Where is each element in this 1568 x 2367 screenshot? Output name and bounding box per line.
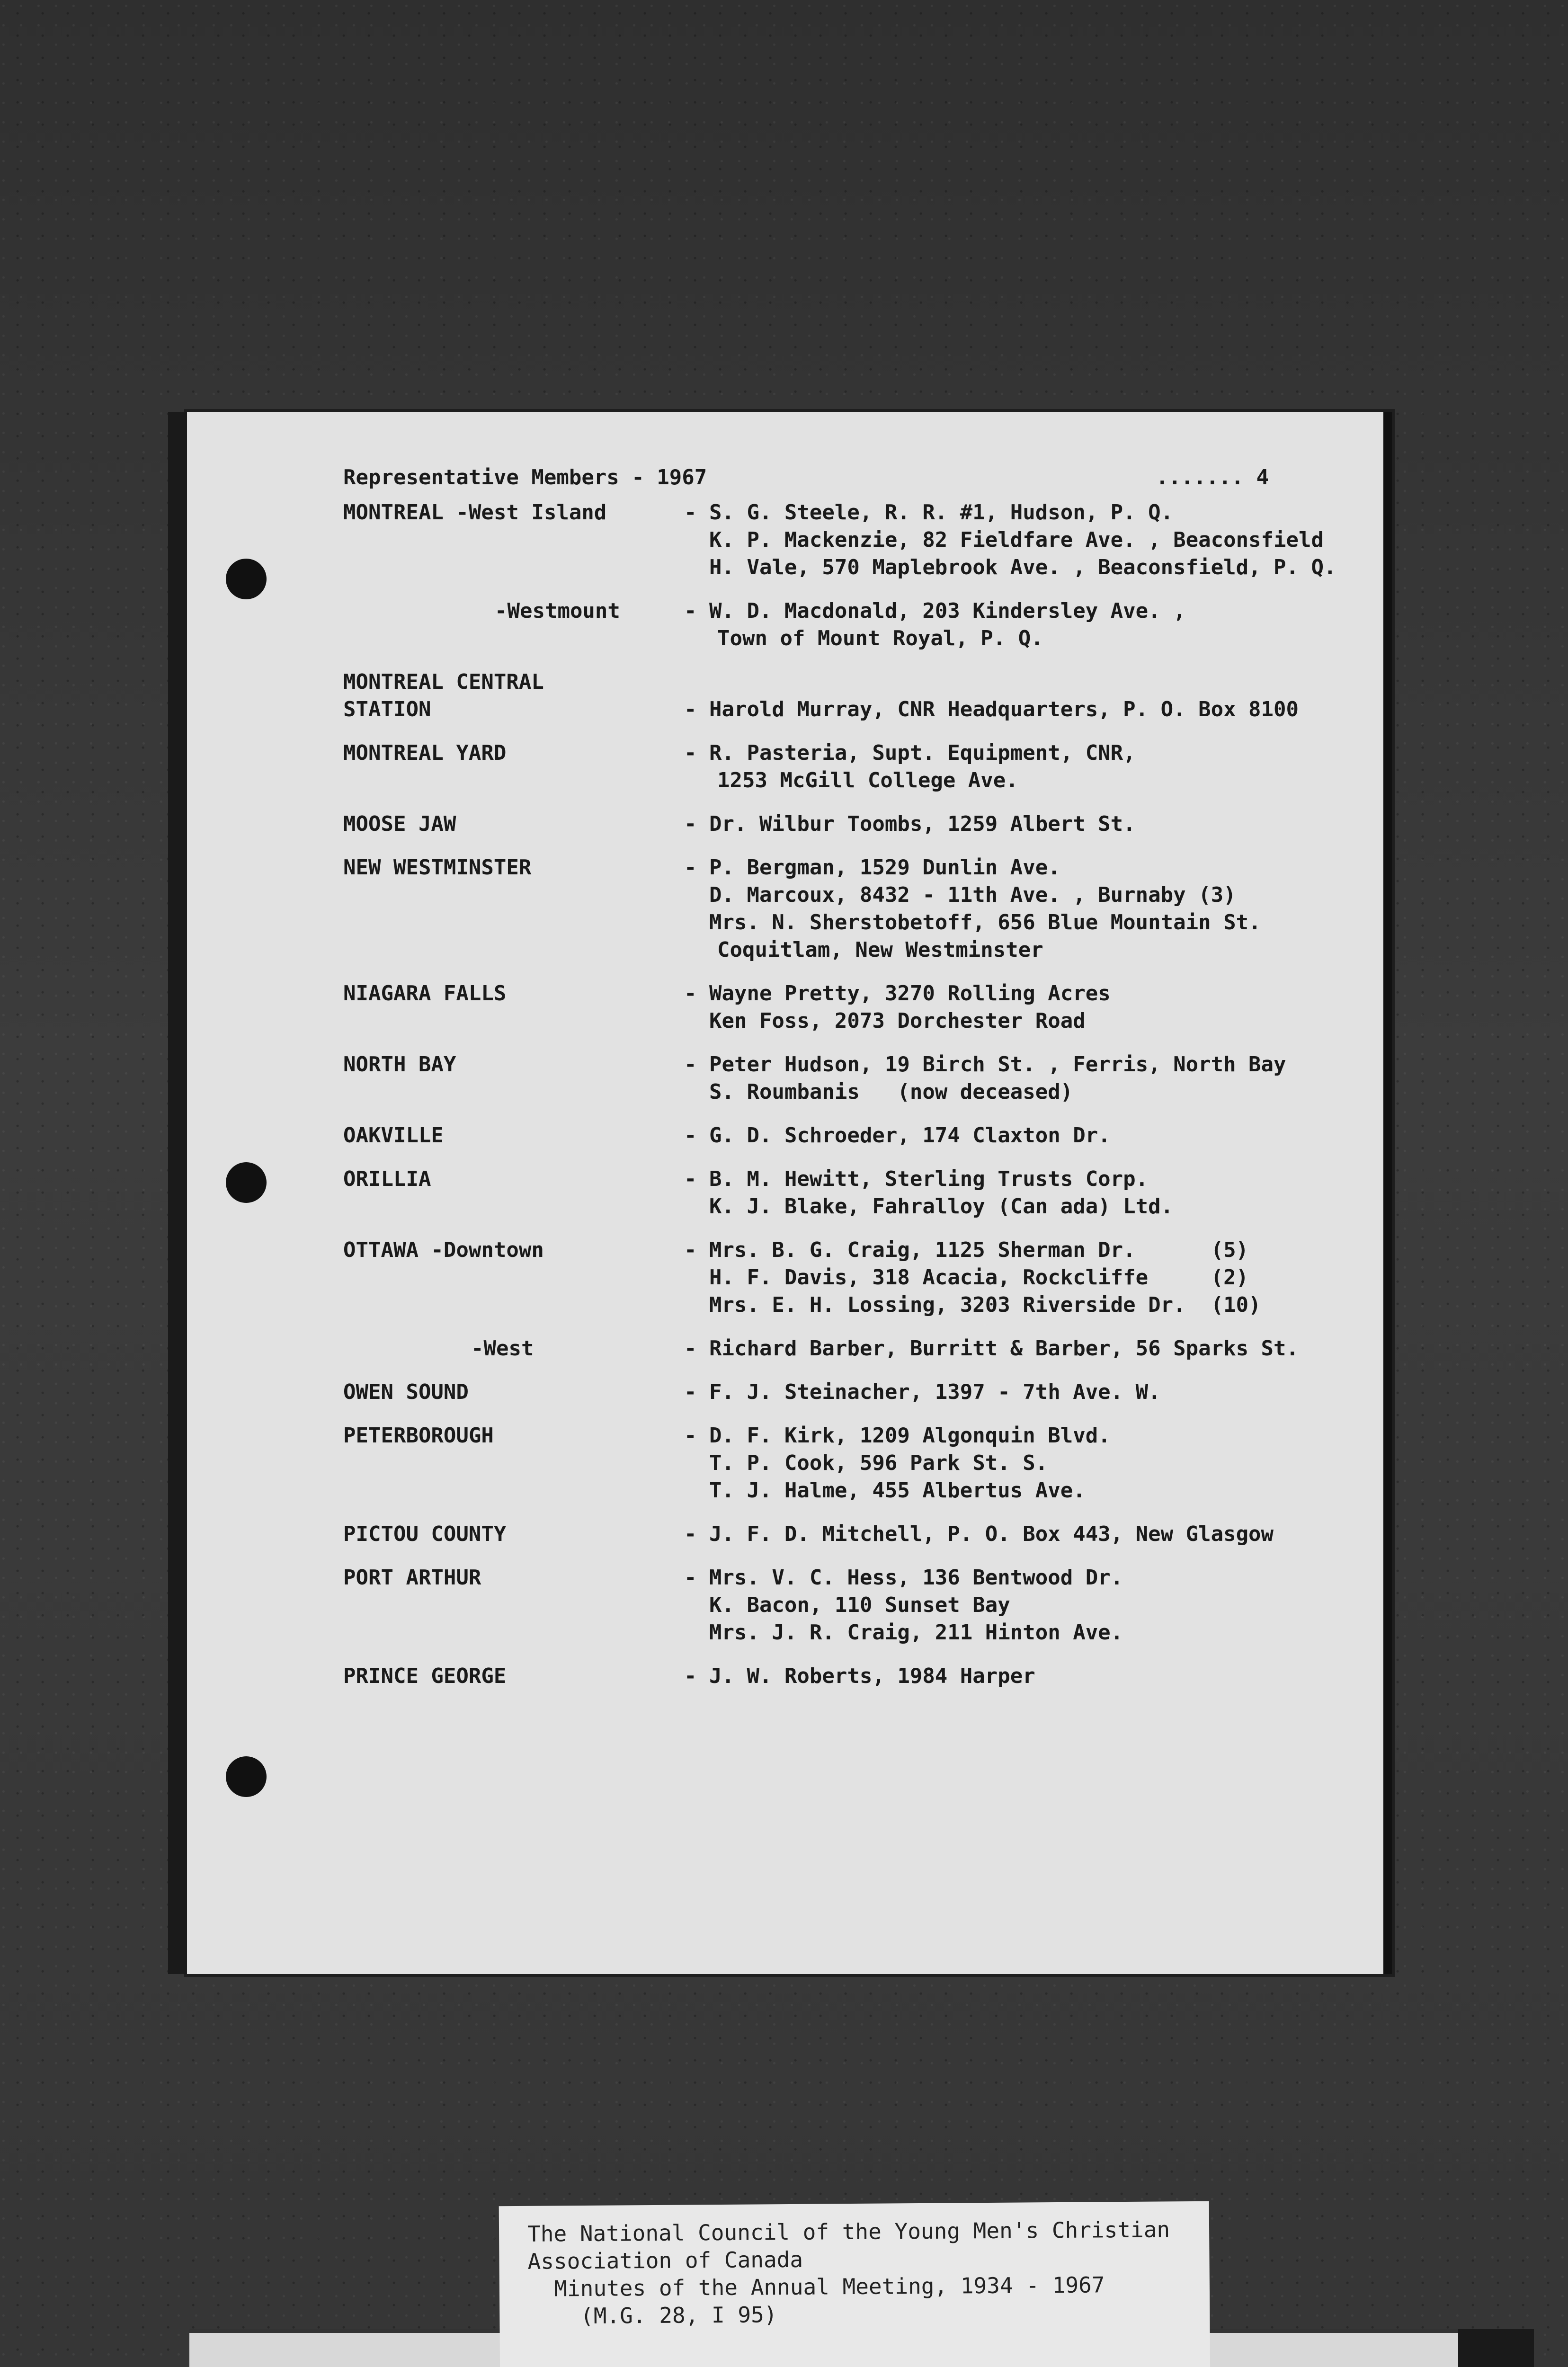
archive-label <box>499 2201 1211 2367</box>
member-lines <box>684 668 1354 723</box>
card-edge <box>1458 2329 1534 2367</box>
member-line: - Harold Murray, CNR Headquarters, P. O. Box 8100 <box>684 697 1299 721</box>
member-lines <box>684 1379 1354 1406</box>
branch-name: PETERBOROUGH <box>343 1424 494 1448</box>
member-lines <box>684 1051 1354 1106</box>
member-line: 1253 McGill College Ave. <box>717 768 1018 792</box>
member-line: - D. F. Kirk, 1209 Algonquin Blvd. <box>684 1424 1111 1448</box>
document-header <box>343 464 1354 492</box>
member-line: - W. D. Macdonald, 203 Kindersley Ave. , <box>684 599 1186 623</box>
member-line: - S. G. Steele, R. R. #1, Hudson, P. Q. <box>684 500 1174 525</box>
member-entry <box>343 1237 1354 1319</box>
branch-name: OWEN SOUND <box>343 1380 469 1404</box>
member-line: - F. J. Steinacher, 1397 - 7th Ave. W. <box>684 1380 1161 1404</box>
member-line: Ken Foss, 2073 Dorchester Road <box>684 1009 1086 1033</box>
branch-name: PRINCE GEORGE <box>343 1664 507 1688</box>
member-line: - B. M. Hewitt, Sterling Trusts Corp. <box>684 1167 1149 1191</box>
branch-name: NEW WESTMINSTER <box>343 855 532 880</box>
branch-name: NIAGARA FALLS <box>343 981 507 1006</box>
member-entry <box>343 854 1354 964</box>
member-entry <box>343 597 1354 652</box>
member-line: - J. W. Roberts, 1984 Harper <box>684 1664 1035 1688</box>
member-line: T. J. Halme, 455 Albertus Ave. <box>684 1478 1086 1503</box>
archive-label-line: The National Council of the Young Men's Christian <box>527 2216 1170 2247</box>
member-entry <box>343 1521 1354 1548</box>
member-line: D. Marcoux, 8432 - 11th Ave. , Burnaby (3) <box>684 883 1236 907</box>
branch-name: MONTREAL YARD <box>343 741 507 765</box>
member-entry <box>343 1335 1354 1362</box>
member-line: Mrs. J. R. Craig, 211 Hinton Ave. <box>684 1620 1123 1645</box>
punch-hole <box>226 1162 267 1203</box>
member-line: H. F. Davis, 318 Acacia, Rockcliffe (2) <box>684 1265 1249 1290</box>
document-sheet <box>187 412 1392 1974</box>
member-lines <box>684 1663 1354 1690</box>
member-entry <box>343 1422 1354 1504</box>
branch-name: PICTOU COUNTY <box>343 1522 507 1546</box>
member-entry <box>343 1663 1354 1690</box>
member-entry <box>343 668 1354 723</box>
member-entry <box>343 1166 1354 1220</box>
branch-name: MONTREAL -West Island <box>343 500 607 525</box>
archive-label-line: Association of Canada <box>527 2246 803 2274</box>
branch-name: ORILLIA <box>343 1167 431 1191</box>
member-lines <box>684 854 1354 964</box>
member-line: - P. Bergman, 1529 Dunlin Ave. <box>684 855 1060 880</box>
member-line: - G. D. Schroeder, 174 Claxton Dr. <box>684 1123 1111 1148</box>
punch-hole <box>226 559 267 599</box>
branch-name: OTTAWA -Downtown <box>343 1238 544 1262</box>
member-line: Mrs. E. H. Lossing, 3203 Riverside Dr. (10) <box>684 1293 1261 1317</box>
member-line <box>684 668 1354 696</box>
member-line: Mrs. N. Sherstobetoff, 656 Blue Mountain St. <box>684 910 1261 934</box>
member-lines <box>684 1521 1354 1548</box>
branch-name: NORTH BAY <box>343 1052 456 1077</box>
member-list <box>343 499 1354 1690</box>
member-line: S. Roumbanis (now deceased) <box>684 1080 1073 1104</box>
member-lines <box>684 1422 1354 1504</box>
member-line: K. Bacon, 110 Sunset Bay <box>684 1593 1010 1617</box>
member-lines <box>684 1166 1354 1220</box>
member-line: H. Vale, 570 Maplebrook Ave. , Beaconsfield, P. Q. <box>684 555 1336 579</box>
member-line: - Wayne Pretty, 3270 Rolling Acres <box>684 981 1111 1006</box>
member-lines <box>684 1237 1354 1319</box>
branch-name: MOOSE JAW <box>343 812 456 836</box>
branch-name: -West <box>471 1336 534 1361</box>
member-line: - R. Pasteria, Supt. Equipment, CNR, <box>684 741 1136 765</box>
member-entry <box>343 1379 1354 1406</box>
member-lines <box>684 1122 1354 1149</box>
archive-label-text <box>527 2216 1171 2330</box>
member-line: - Richard Barber, Burritt & Barber, 56 Sparks St. <box>684 1336 1299 1361</box>
member-lines <box>684 739 1354 794</box>
page-number: ....... 4 <box>1156 465 1269 489</box>
member-line: - Mrs. V. C. Hess, 136 Bentwood Dr. <box>684 1566 1123 1590</box>
member-line: - Peter Hudson, 19 Birch St. , Ferris, North Bay <box>684 1052 1286 1077</box>
member-line: - Mrs. B. G. Craig, 1125 Sherman Dr. (5) <box>684 1238 1249 1262</box>
member-entry <box>343 1122 1354 1149</box>
archive-label-line: Minutes of the Annual Meeting, 1934 - 1967 <box>527 2272 1105 2302</box>
branch-name: OAKVILLE <box>343 1123 444 1148</box>
member-line: Coquitlam, New Westminster <box>717 938 1043 962</box>
branch-name: -Westmount <box>495 599 620 623</box>
member-entry <box>343 980 1354 1035</box>
member-line: - Dr. Wilbur Toombs, 1259 Albert St. <box>684 812 1136 836</box>
punch-hole <box>226 1756 267 1797</box>
branch-name: PORT ARTHUR <box>343 1566 481 1590</box>
member-lines <box>684 980 1354 1035</box>
member-line: - J. F. D. Mitchell, P. O. Box 443, New Glasgow <box>684 1522 1274 1546</box>
document-title: Representative Members - 1967 <box>343 465 707 489</box>
member-line: T. P. Cook, 596 Park St. S. <box>684 1451 1048 1475</box>
member-line: K. J. Blake, Fahralloy (Can ada) Ltd. <box>684 1194 1174 1219</box>
member-entry <box>343 739 1354 794</box>
member-lines <box>684 1564 1354 1646</box>
document-body <box>343 464 1354 1706</box>
member-entry <box>343 1564 1354 1646</box>
archive-label-line: (M.G. 28, I 95) <box>528 2302 777 2329</box>
member-entry <box>343 1051 1354 1106</box>
member-lines <box>684 810 1354 838</box>
member-entry <box>343 810 1354 838</box>
member-entry <box>343 499 1354 581</box>
member-line: Town of Mount Royal, P. Q. <box>717 626 1043 650</box>
branch-name: MONTREAL CENTRAL STATION <box>343 670 544 721</box>
member-lines <box>684 499 1354 581</box>
member-line: K. P. Mackenzie, 82 Fieldfare Ave. , Beaconsfield <box>684 528 1324 552</box>
